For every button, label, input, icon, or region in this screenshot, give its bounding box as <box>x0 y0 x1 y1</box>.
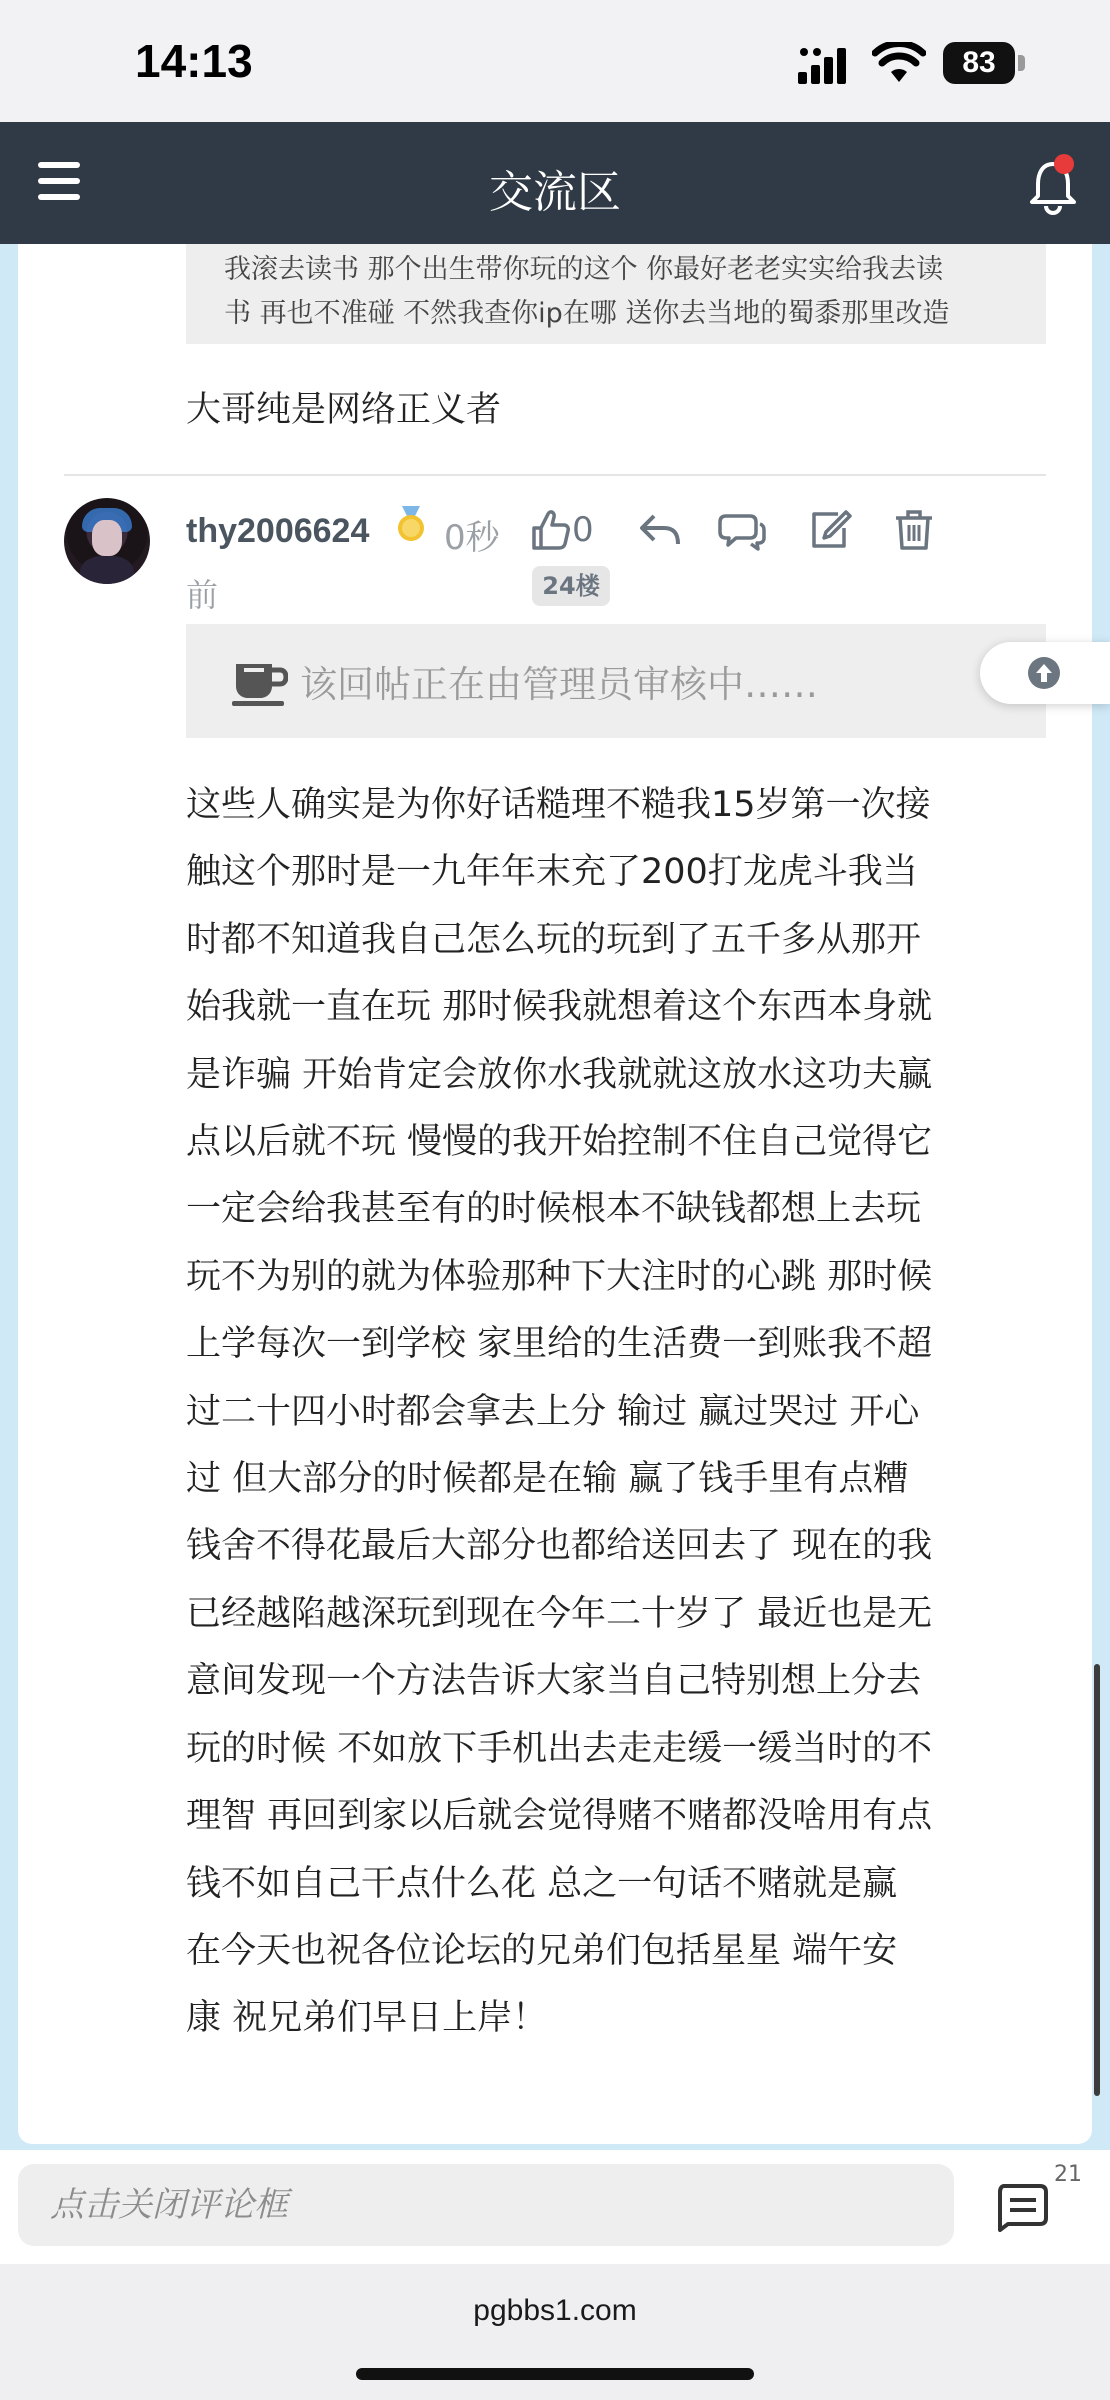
delete-icon[interactable] <box>892 508 936 552</box>
status-time: 14:13 <box>135 35 253 87</box>
wifi-icon <box>872 42 926 84</box>
post-time-suffix: 前 <box>186 576 219 614</box>
quoted-reply-line: 书 再也不准碰 不然我查你ip在哪 送你去当地的蜀黍那里改造 <box>224 298 950 329</box>
floor-badge: 24楼 <box>532 566 610 606</box>
comment-input[interactable]: 点击关闭评论框 <box>18 2164 954 2246</box>
arrow-up-icon <box>1028 657 1060 689</box>
status-bar <box>0 0 1110 122</box>
post-time: 0秒 <box>444 518 500 558</box>
username[interactable]: thy2006624 <box>186 512 370 550</box>
page-title: 交流区 <box>489 167 621 218</box>
url-text[interactable]: pgbbs1.com <box>473 2294 637 2327</box>
top-nav-bar <box>0 122 1110 244</box>
comment-count: 21 <box>1054 2162 1082 2187</box>
cellular-signal-icon <box>798 46 858 86</box>
quoted-reply <box>186 244 1046 344</box>
review-notice-text: 该回帖正在由管理员审核中…… <box>300 663 818 706</box>
comment-icon[interactable] <box>718 508 766 552</box>
battery-icon <box>943 42 1027 84</box>
medal-icon <box>394 506 428 544</box>
divider <box>64 474 1046 476</box>
comments-icon[interactable] <box>994 2182 1050 2232</box>
back-to-top-button[interactable] <box>980 642 1110 704</box>
battery-level: 83 <box>943 42 1015 84</box>
coffee-cup-icon <box>232 660 288 706</box>
edit-icon[interactable] <box>808 508 852 552</box>
reply-icon[interactable] <box>638 508 682 552</box>
notification-badge <box>1054 154 1074 174</box>
like-count: 0 <box>572 510 594 550</box>
previous-reply-text: 大哥纯是网络正义者 <box>186 390 502 430</box>
post-body: 这些人确实是为你好话糙理不糙我15岁第一次接 触这个那时是一九年年末充了200打龙虎斗我当 时都不知道我自己怎么玩的玩到了五千多从那开 始我就一直在玩 那时候我就想着这个东西本身就 是诈骗 开始肯定会放你水我就就这放水这功夫赢 点以后就不玩 慢慢的我开始控制不住自己觉得它 一定会给我甚至有的时候根本不缺钱都想上去玩 玩不为别的就为体验那种下大注时的心跳 那时候 上学每次一到学校 家里给的生活费一到账我不超 过二十四小时都会拿去上分 输过 赢过哭过 开心 过 但大部分的时候都是在输 赢了钱手里有点糟 钱舍不得花最后大部分也都给送回去了 现在的我 已经越陷越深玩到现在今年二十岁了 最近也是无 意间发现一个方法告诉大家当自己特别想上分去 玩的时候 不如放下手机出去走走缓一缓当时的不 理智 再回到家以后就会觉得赌不赌都没啥用有点 钱不如自己干点什么花 总之一句话不赌就是赢 在今天也祝各位论坛的兄弟们包括星星 端午安 康 祝兄弟们早日上岸！ <box>186 785 933 2039</box>
like-icon[interactable] <box>530 508 570 552</box>
scrollbar[interactable] <box>1094 1664 1100 2096</box>
comment-bar <box>0 2150 1110 2264</box>
quoted-reply-line: 我滚去读书 那个出生带你玩的这个 你最好老老实实给我去读 <box>224 254 944 285</box>
review-notice <box>186 624 1046 738</box>
home-indicator <box>356 2368 754 2380</box>
avatar[interactable] <box>64 498 150 584</box>
